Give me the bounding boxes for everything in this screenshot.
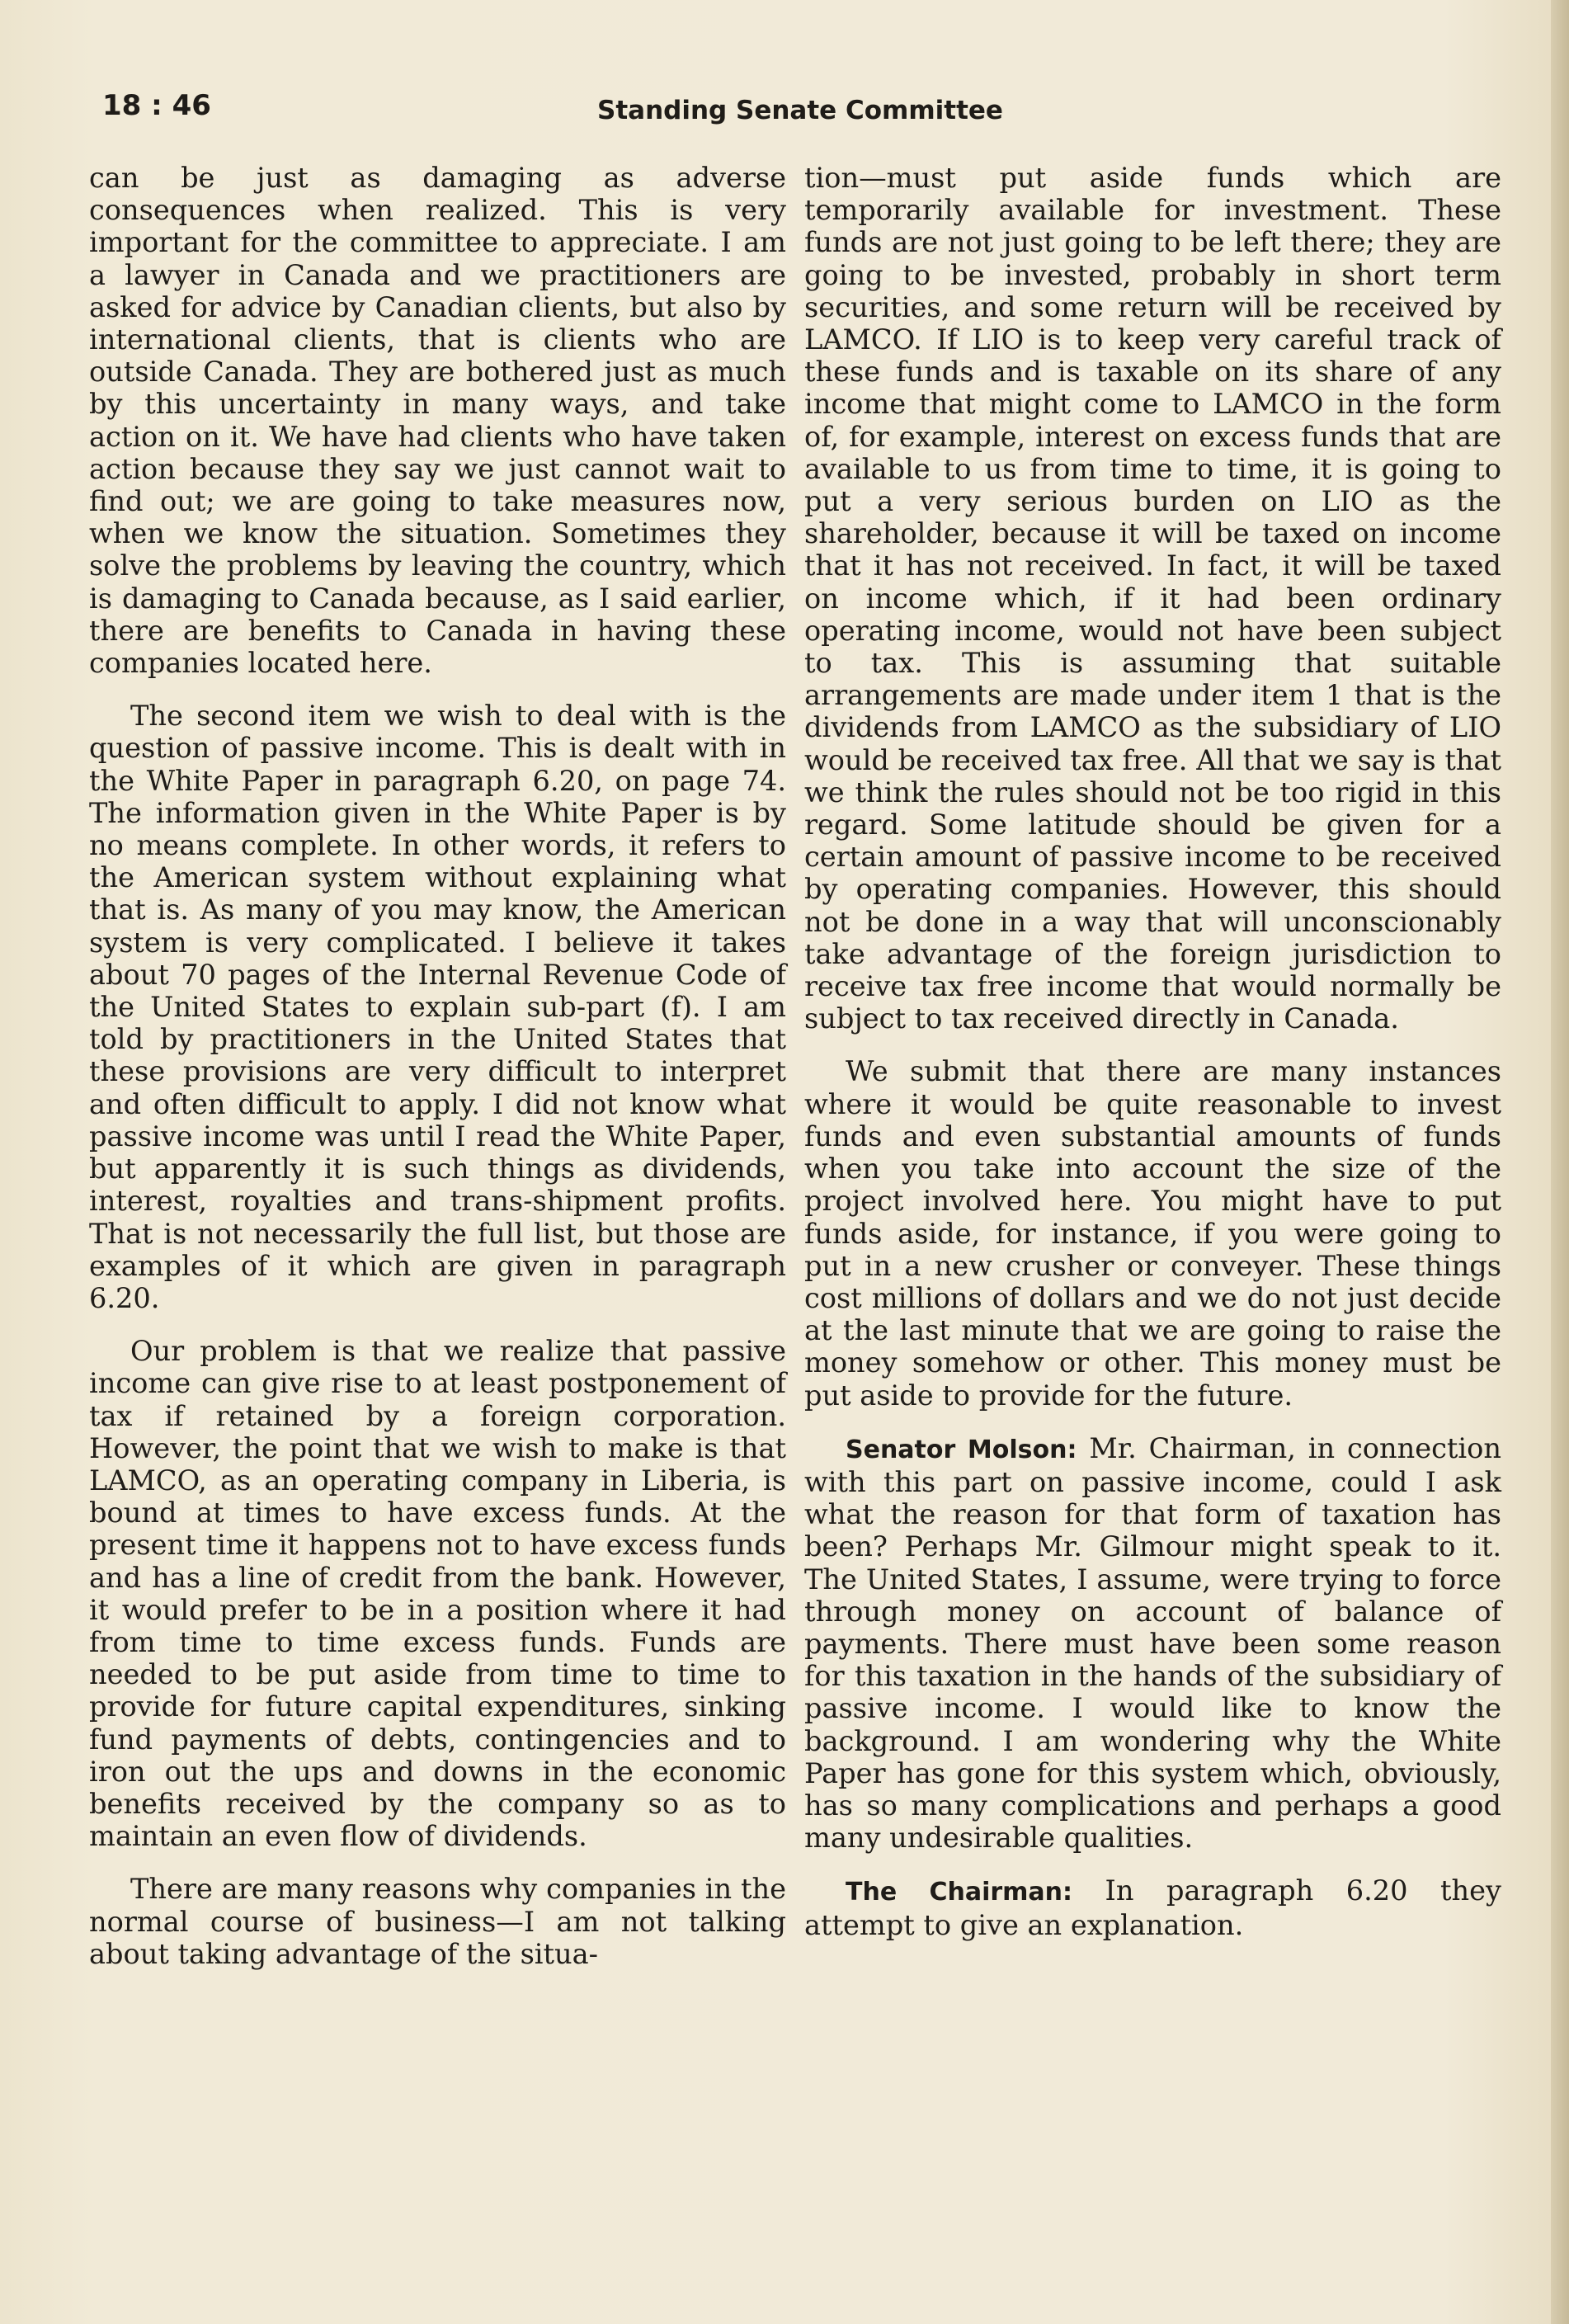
speaker-name: Senator Molson: <box>846 1435 1077 1464</box>
left-column <box>89 162 786 1991</box>
speaker-name: The Chairman: <box>846 1878 1073 1907</box>
paragraph: can be just as damaging as adverse consequences when realized. This is very important for the committee to appreciate. I am a lawyer in Canada and we practitioners are asked for advice by Canadian clients, but also by international clients, that is clients who are outside Canada. They are bothered just as much by this uncertainty in many ways, and take action on it. We have had clients who have taken action because they say we just cannot wait to find out; we are going to take measures now, when we know the situation. Sometimes they solve the problems by leaving the country, which is damaging to Canada because, as I said earlier, there are benefits to Canada in having these companies located here. <box>89 162 786 680</box>
paragraph: tion—must put aside funds which are temporarily available for investment. These funds are not just going to be left there; they are going to be invested, probably in short term securities, and some return will be received by LAMCO. If LIO is to keep very careful track of these funds and is taxable on its share of any income that might come to LAMCO in the form of, for example, interest on excess funds that are available to us from time to time, it is going to put a very serious burden on LIO as the shareholder, because it will be taxed on income that it has not received. In fact, it will be taxed on income which, if it had been ordinary operating income, would not have been subject to tax. This is assuming that suitable arrangements are made under item 1 that is the dividends from LAMCO as the subsidiary of LIO would be received tax free. All that we say is that we think the rules should not be too rigid in this regard. Some latitude should be given for a certain amount of passive income to be received by operating companies. However, this should not be done in a way that will unconscionably take advantage of the foreign jurisdiction to receive tax free income that would normally be subject to tax received directly in Canada. <box>804 162 1501 1035</box>
paragraph: The second item we wish to deal with is the question of passive income. This is dealt with in the White Paper in paragraph 6.20, on page 74. The information given in the White Paper is by no means complete. In other words, it refers to the American system without explaining what that is. As many of you may know, the American system is very complicated. I believe it takes about 70 pages of the Internal Revenue Code of the United States to explain sub-part (f). I am told by practitioners in the United States that these provisions are very difficult to interpret and often difficult to apply. I did not know what passive income was until I read the White Paper, but apparently it is such things as dividends, interest, royalties and trans-shipment profits. That is not necessarily the full list, but those are examples of it which are given in paragraph 6.20. <box>89 700 786 1314</box>
speech-text: In paragraph 6.20 they attempt to give an explanation. <box>804 1874 1502 1941</box>
speech-paragraph <box>804 1874 1501 1940</box>
page-edge <box>1551 0 1569 2324</box>
page-header <box>102 89 1018 130</box>
paragraph: There are many reasons why companies in the normal course of business—I am not talking about taking advantage of the situa- <box>89 1873 786 1970</box>
running-title: Standing Senate Committee <box>597 96 1003 125</box>
paragraph: We submit that there are many instances where it would be quite reasonable to invest funds and even substantial amounts of funds when you take into account the size of the project involved here. You might have to put funds aside, for instance, if you were going to put in a new crusher or conveyer. These things cost millions of dollars and we do not just decide at the last minute that we are going to raise the money somehow or other. This money must be put aside to provide for the future. <box>804 1055 1501 1412</box>
paragraph: Our problem is that we realize that passive income can give rise to at least postponement of tax if retained by a foreign corporation. However, the point that we wish to make is that LAMCO, as an operating company in Liberia, is bound at times to have excess funds. At the present time it happens not to have excess funds and has a line of credit from the bank. However, it would prefer to be in a position where it had from time to time excess funds. Funds are needed to be put aside from time to time to provide for future capital expenditures, sinking fund payments of debts, contingencies and to iron out the ups and downs in the economic benefits received by the company so as to maintain an even flow of dividends. <box>89 1335 786 1853</box>
speech-text: Mr. Chairman, in connection with this part on passive income, could I ask what the reason for that form of taxation has been? Perhaps Mr. Gilmour might speak to it. The United States, I assume, were trying to force through money on account of balance of payments. There must have been some reason for this taxation in the hands of the subsidiary of passive income. I would like to know the background. I am wondering why the White Paper has gone for this system which, obviously, has so many complications and perhaps a good many undesirable qualities. <box>804 1431 1501 1855</box>
page-number: 18 : 46 <box>102 89 211 122</box>
speech-paragraph <box>804 1432 1501 1855</box>
right-column <box>804 162 1501 1962</box>
